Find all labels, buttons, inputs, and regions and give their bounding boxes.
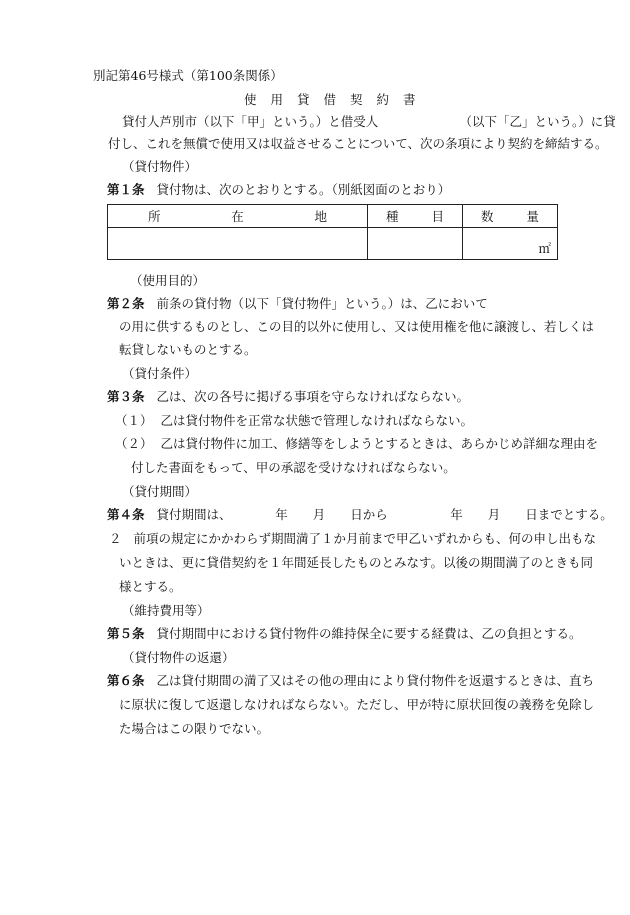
header-quantity: 数 量 xyxy=(463,205,558,228)
header-type: 種 目 xyxy=(368,205,463,228)
caption-conditions: （貸付条件） xyxy=(122,366,198,381)
article-4-label: 第４条 xyxy=(107,507,145,522)
document-title: 使用貸借契約書 xyxy=(244,92,430,107)
item-2-text: 乙は貸付物件に加工、修繕等をしようとするときは、あらかじめ詳細な理由を xyxy=(160,436,599,451)
article-4-para-2 xyxy=(109,531,596,547)
article-2-text: 前条の貸付物（以下「貸付物件」という。）は、乙において xyxy=(156,296,488,311)
article-6-text: 乙は貸付期間の満了又はその他の理由により貸付物件を返還するときは、直ち xyxy=(156,673,595,688)
item-1-text: 乙は貸付物件を正常な状態で管理しなければならない。 xyxy=(160,413,474,428)
table-header-row xyxy=(108,205,558,228)
article-5-label: 第５条 xyxy=(107,626,145,641)
item-2-label: （２） xyxy=(115,436,153,451)
article-4 xyxy=(107,507,613,523)
item-1-label: （１） xyxy=(115,413,153,428)
article-2 xyxy=(107,296,488,312)
article-3-item-2 xyxy=(115,436,598,452)
article-2-line-3: 転貸しないものとする。 xyxy=(119,342,257,357)
caption-leased-property: （貸付物件） xyxy=(122,159,198,174)
table-row xyxy=(108,228,558,260)
article-4-para-2-line-3: 様とする。 xyxy=(119,579,182,594)
area-unit: ㎡ xyxy=(538,241,551,256)
article-1-label: 第１条 xyxy=(107,182,145,197)
article-5-text: 貸付期間中における貸付物件の維持保全に要する経費は、乙の負担とする。 xyxy=(156,626,582,641)
article-6 xyxy=(107,673,594,689)
article-3 xyxy=(107,389,469,405)
para-2-label: ２ xyxy=(109,531,122,546)
article-3-item-1 xyxy=(115,413,473,429)
caption-period: （貸付期間） xyxy=(122,484,198,499)
article-4-para-2-line-2: いときは、更に貸借契約を１年間延長したものとみなす。以後の期間満了のときも同 xyxy=(119,555,594,570)
article-2-label: 第２条 xyxy=(107,296,145,311)
article-5 xyxy=(107,626,582,642)
article-6-line-3: た場合はこの限りでない。 xyxy=(119,721,270,736)
form-number-header: 別記第46号様式（第100条関係） xyxy=(93,68,283,83)
intro-line-1: 貸付人芦別市（以下「甲」という。）と借受人 （以下「乙」という。）に貸 xyxy=(122,114,616,129)
caption-maintenance: （維持費用等） xyxy=(122,603,210,618)
property-table xyxy=(107,204,558,260)
article-1 xyxy=(107,182,450,198)
article-2-line-2: の用に供するものとし、この目的以外に使用し、又は使用権を他に譲渡し、若しくは xyxy=(119,319,595,334)
article-3-label: 第３条 xyxy=(107,389,145,404)
article-6-line-2: に原状に復して返還しなければならない。ただし、甲が特に原状回復の義務を免除し xyxy=(119,697,595,712)
para-2-text: 前項の規定にかかわらず期間満了１か月前まで甲乙いずれからも、何の申し出もな xyxy=(133,531,597,546)
cell-type xyxy=(368,228,463,260)
article-3-item-2-line-2: 付した書面をもって、甲の承認を受けなければならない。 xyxy=(131,460,456,475)
article-6-label: 第６条 xyxy=(107,673,145,688)
caption-purpose: （使用目的） xyxy=(130,273,206,288)
article-4-text: 貸付期間は、 年 月 日から 年 月 日までとする。 xyxy=(156,507,613,522)
cell-quantity xyxy=(463,228,558,260)
cell-location xyxy=(108,228,368,260)
intro-line-2: 付し、これを無償で使用又は収益させることについて、次の条項により契約を締結する。 xyxy=(108,136,608,151)
article-3-text: 乙は、次の各号に掲げる事項を守らなければならない。 xyxy=(156,389,470,404)
header-location: 所 在 地 xyxy=(108,205,368,228)
caption-return: （貸付物件の返還） xyxy=(122,650,235,665)
article-1-text: 貸付物は、次のとおりとする。（別紙図面のとおり） xyxy=(156,182,451,197)
